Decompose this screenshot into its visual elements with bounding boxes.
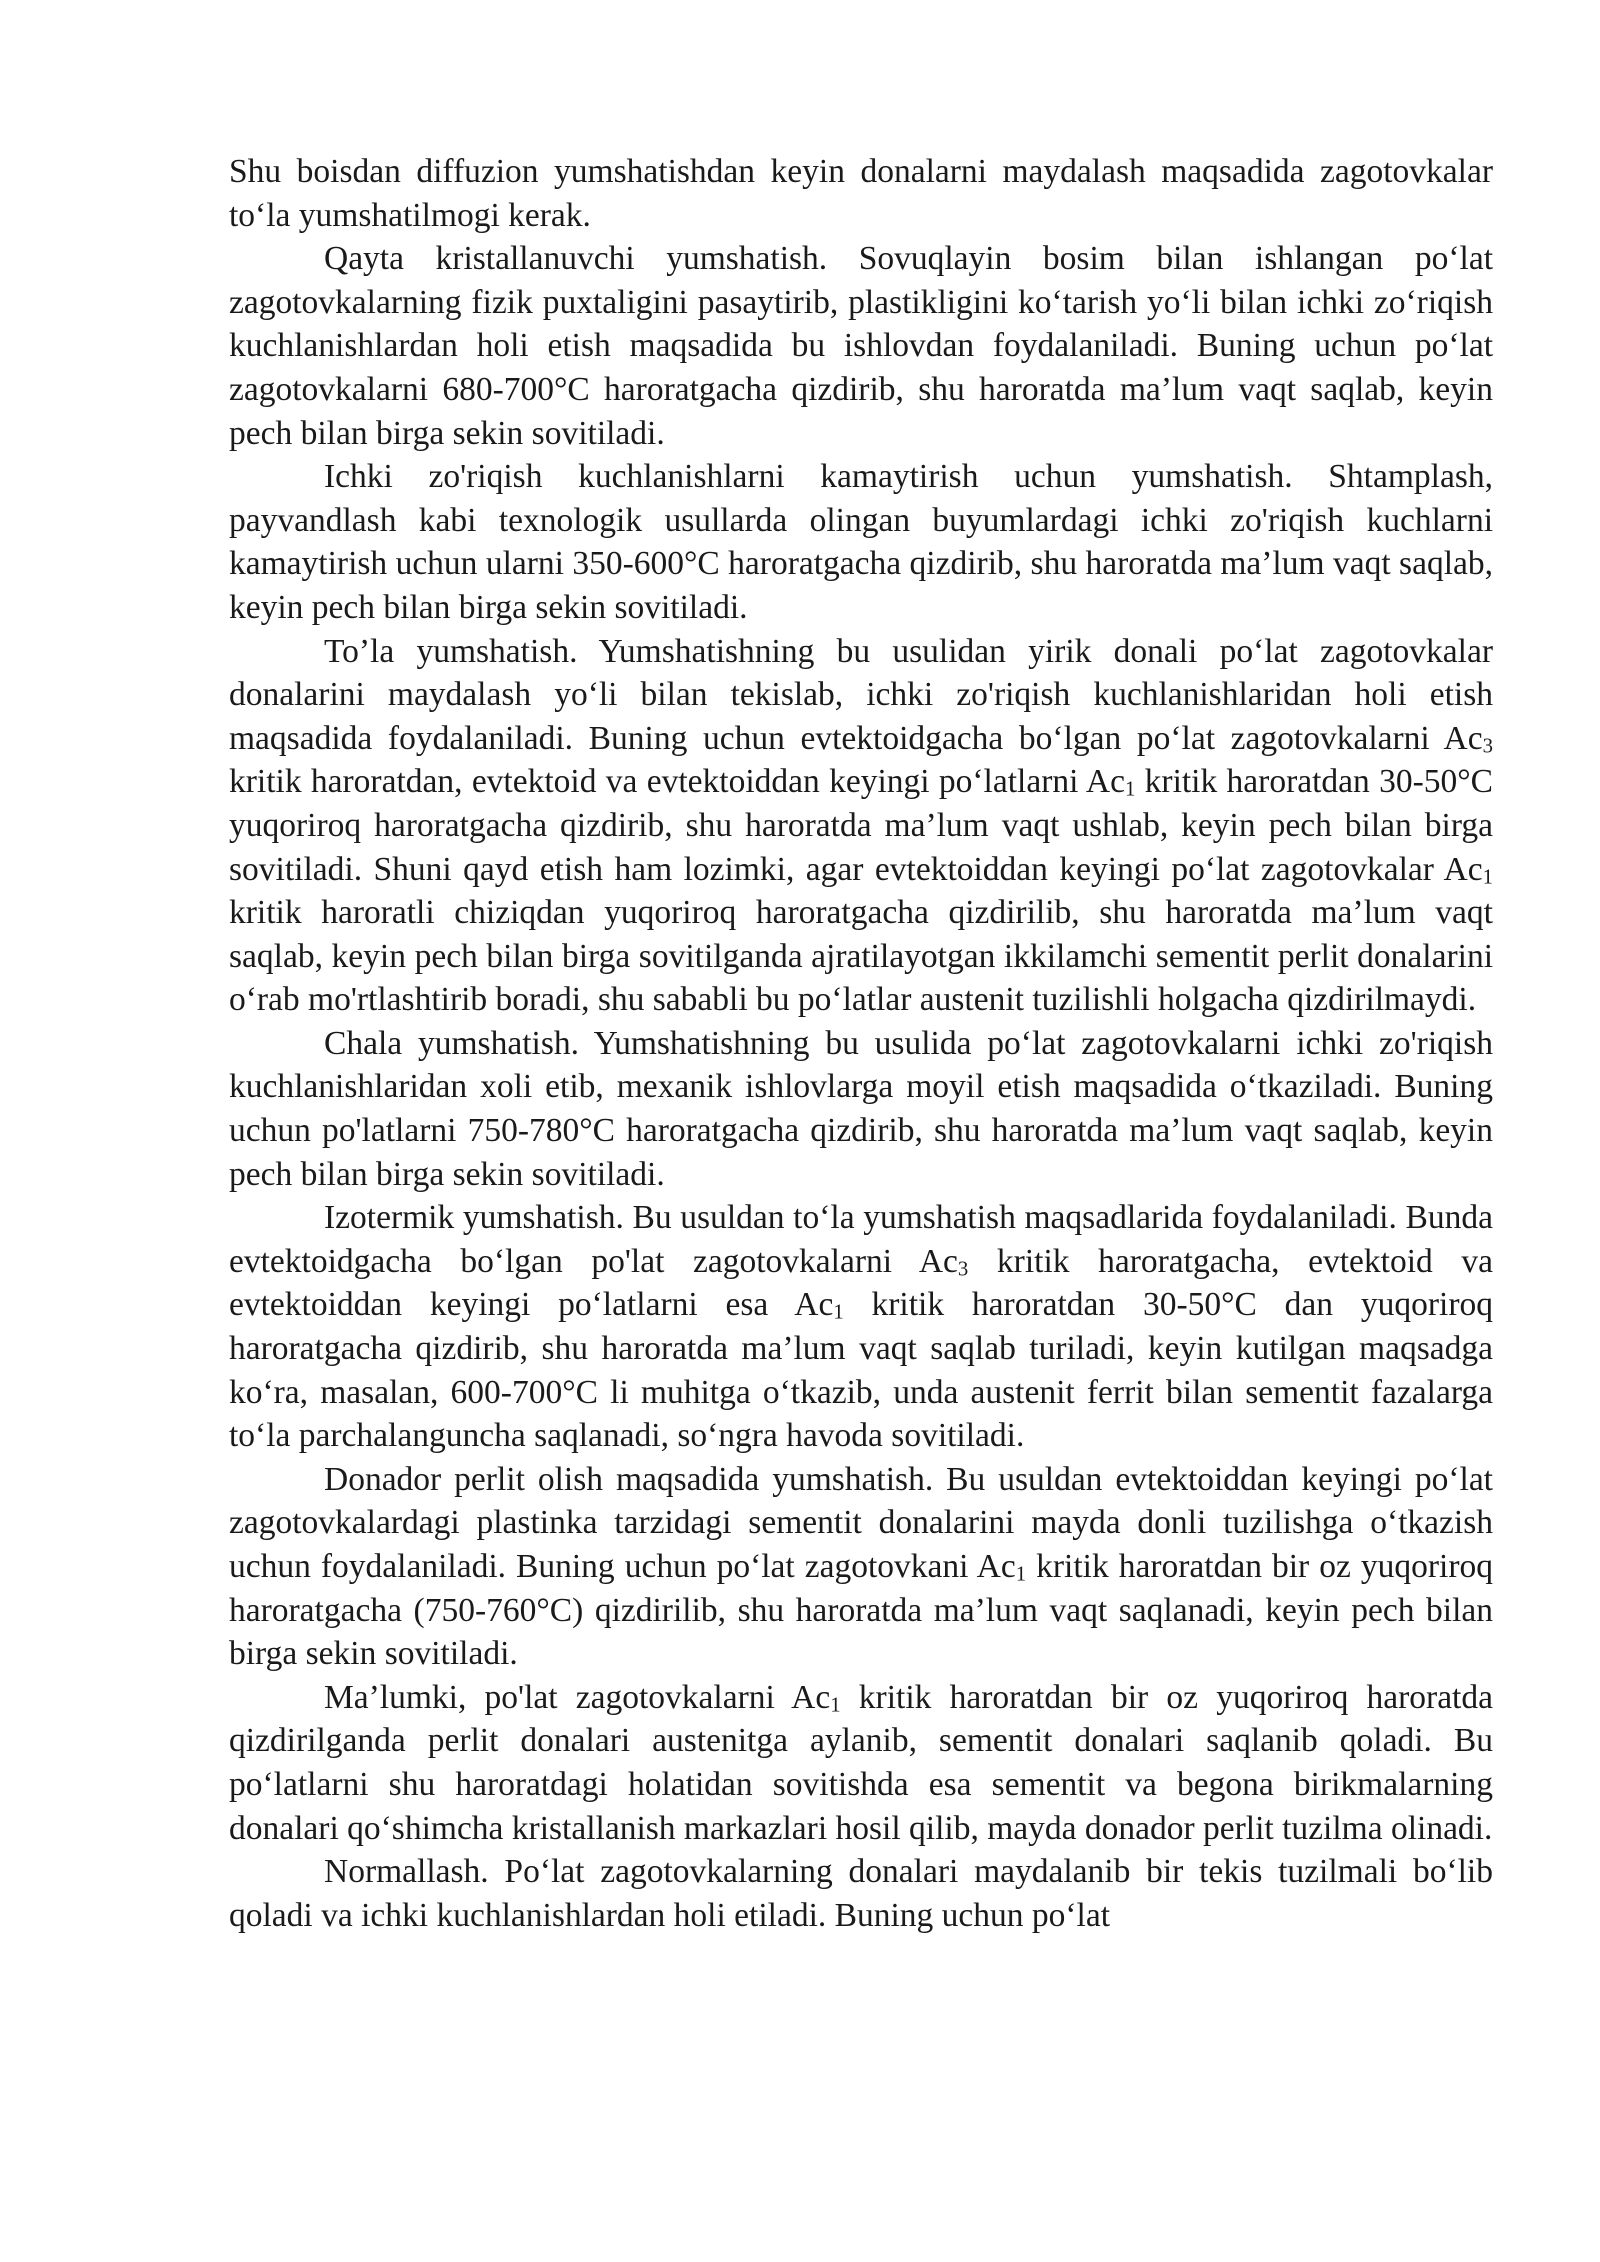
paragraph bbox=[229, 630, 1493, 1022]
paragraph bbox=[229, 1196, 1493, 1458]
paragraph bbox=[229, 1676, 1493, 1850]
text-segment: Ichki zo'riqish kuchlanishlarni kamaytirish uchun yumshatish. Shtamplash, payvandlash kabi texnologik usullarda olingan buyumlardagi ichki zo'riqish kuchlarni kamaytirish uchun ularni 350-600°C haroratgacha qizdirib, shu haroratda ma’lum vaqt saqlab, keyin pech bilan birga sekin sovitiladi. bbox=[229, 458, 1493, 626]
text-segment: Qayta kristallanuvchi yumshatish. Sovuqlayin bosim bilan ishlangan po‘lat zagotovkalarning fizik puxtaligini pasaytirib, plastikligini ko‘tarish yo‘li bilan ichki zo‘riqish kuchlanishlardan holi etish maqsadida bu ishlovdan foydalaniladi. Buning uchun po‘lat zagotovkalarni 680-700°C haroratgacha qizdirib, shu haroratda ma’lum vaqt saqlab, keyin pech bilan birga sekin sovitiladi. bbox=[229, 240, 1493, 452]
subscript-index: 1 bbox=[1124, 778, 1136, 802]
paragraph bbox=[229, 455, 1493, 629]
text-segment: kritik haroratli chiziqdan yuqoriroq haroratgacha qizdirilib, shu haroratda ma’lum vaqt saqlab, keyin pech bilan birga sovitilganda ajratilayotgan ikkilamchi sementit perlit donalarini o‘rab mo'rtlashtirib boradi, shu sababli bu po‘latlar austenit tuzilishli holgacha qizdirilmaydi. bbox=[229, 894, 1493, 1019]
text-segment: Normallash. Po‘lat zagotovkalarning donalari maydalanib bir tekis tuzilmali bo‘lib qoladi va ichki kuchlanishlardan holi etiladi. Buning uchun po‘lat bbox=[229, 1853, 1493, 1934]
text-segment: Shu boisdan diffuzion yumshatishdan keyin donalarni maydalash maqsadida zagotovkalar to‘la yumshatilmogi kerak. bbox=[229, 153, 1493, 234]
text-segment: Chala yumshatish. Yumshatishning bu usulida po‘lat zagotovkalarni ichki zo'riqish kuchlanishlaridan xoli etib, mexanik ishlovlarga moyil etish maqsadida o‘tkaziladi. Buning uchun po'latlarni 750-780°C haroratgacha qizdirib, shu haroratda ma’lum vaqt saqlab, keyin pech bilan birga sekin sovitiladi. bbox=[229, 1024, 1493, 1193]
paragraph bbox=[229, 1850, 1493, 1937]
text-segment: kritik haroratdan, evtektoid va evtektoiddan keyingi po‘latlarni Ac bbox=[229, 763, 1125, 801]
text-segment: Ma’lumki, po'lat zagotovkalarni Ac bbox=[324, 1678, 831, 1716]
text-segment: kritik haroratdan bir oz yuqoriroq haroratgacha (750-760°C) qizdirilib, shu haroratda ma’lum vaqt saqlanadi, keyin pech bilan birga sekin sovitiladi. bbox=[229, 1548, 1493, 1673]
subscript-index: 1 bbox=[830, 1693, 841, 1717]
paragraph bbox=[229, 1458, 1493, 1676]
subscript-index: 3 bbox=[957, 1257, 969, 1281]
paragraph bbox=[229, 237, 1493, 455]
subscript-index: 1 bbox=[1482, 865, 1493, 889]
text-segment: Izotermik yumshatish. Bu usuldan to‘la yumshatish maqsadlarida foydalaniladi. Bunda evtektoidgacha bo‘lgan po'lat zagotovkalarni Ac bbox=[229, 1199, 1493, 1280]
subscript-index: 1 bbox=[833, 1301, 844, 1325]
paragraph bbox=[229, 150, 1493, 237]
document-page bbox=[229, 150, 1493, 1937]
text-segment: kritik haroratgacha, evtektoid va evtektoiddan keyingi po‘latlarni esa Ac bbox=[229, 1242, 1493, 1324]
text-segment: kritik haroratdan 30-50°C yuqoriroq haroratgacha qizdirib, shu haroratda ma’lum vaqt ushlab, keyin pech bilan birga sovitiladi. Shuni qayd etish ham lozimki, agar evtektoiddan keyingi po‘lat zagotovkalar Ac bbox=[229, 763, 1494, 888]
text-segment: kritik haroratdan 30-50°C dan yuqoriroq haroratgacha qizdirib, shu haroratda ma’lum vaqt saqlab turiladi, keyin kutilgan maqsadga ko‘ra, masalan, 600-700°C li muhitga o‘tkazib, unda austenit ferrit bilan sementit fazalarga to‘la parchalanguncha saqlanadi, so‘ngra havoda sovitiladi. bbox=[229, 1286, 1493, 1455]
text-segment: kritik haroratdan bir oz yuqoriroq haroratda qizdirilganda perlit donalari austenitga aylanib, sementit donalari saqlanib qoladi. Bu po‘latlarni shu haroratdagi holatidan sovitishda esa sementit va begona birikmalarning donalari qo‘shimcha kristallanish markazlari hosil qilib, mayda donador perlit tuzilma olinadi. bbox=[229, 1678, 1493, 1847]
subscript-index: 1 bbox=[1015, 1562, 1027, 1586]
text-segment: To’la yumshatish. Yumshatishning bu usulidan yirik donali po‘lat zagotovkalar donalarini maydalash yo‘li bilan tekislab, ichki zo'riqish kuchlanishlaridan holi etish maqsadida foydalaniladi. Buning uchun evtektoidgacha bo‘lgan po‘lat zagotovkalarni Ac bbox=[229, 632, 1493, 757]
paragraph bbox=[229, 1022, 1493, 1196]
subscript-index: 3 bbox=[1482, 734, 1493, 758]
text-segment: Donador perlit olish maqsadida yumshatish. Bu usuldan evtektoiddan keyingi po‘lat zagotovkalardagi plastinka tarzidagi sementit donalarini mayda donli tuzilishga o‘tkazish uchun foydalaniladi. Buning uchun po‘lat zagotovkani Ac bbox=[229, 1460, 1493, 1585]
